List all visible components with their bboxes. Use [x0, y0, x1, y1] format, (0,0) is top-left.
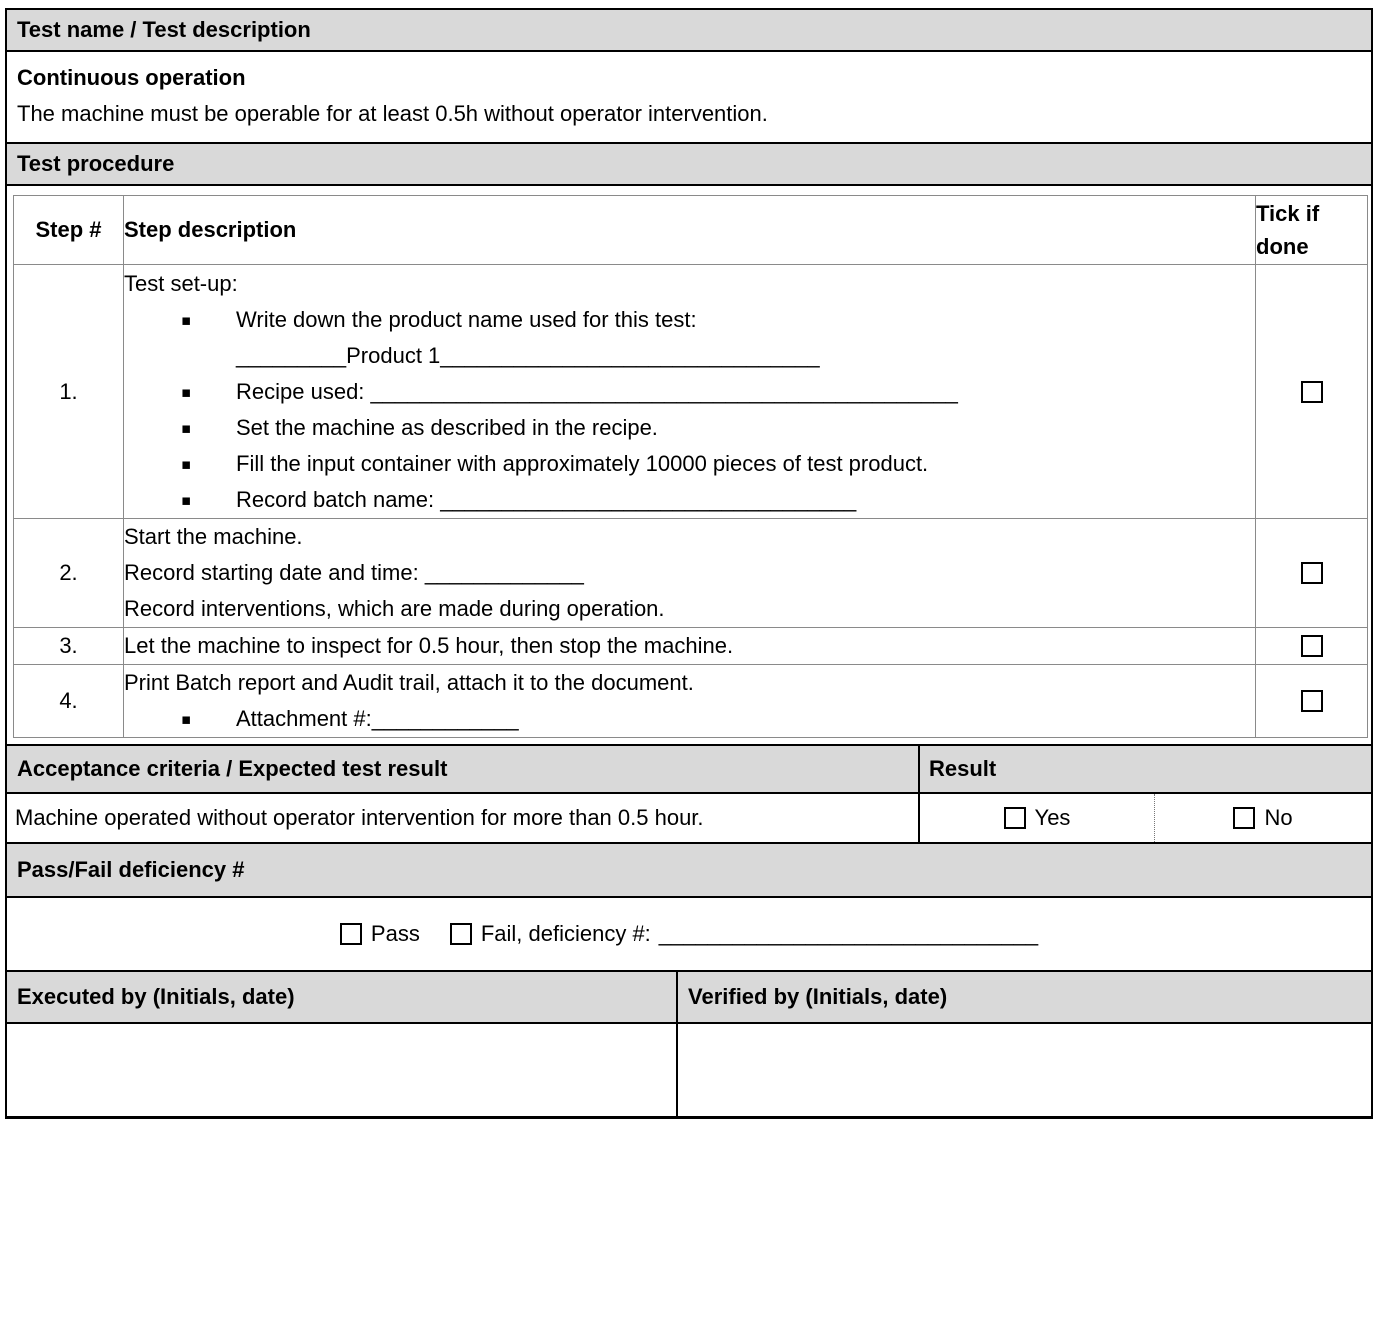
pass-label: Pass	[370, 921, 420, 946]
step-line: Print Batch report and Audit trail, attach it to the document.	[124, 670, 694, 695]
step-row-2	[14, 519, 1368, 628]
column-header-step-description: Step description	[124, 196, 1256, 265]
recipe-used-field[interactable]: Recipe used: ________________________________________________	[236, 379, 958, 404]
step-bullet-line	[181, 446, 1255, 482]
step-bullet-line	[181, 482, 1255, 518]
test-name-header-label: Test name / Test description	[17, 17, 311, 42]
pass-fail-header-label: Pass/Fail deficiency #	[17, 857, 245, 882]
step-bullet-line	[181, 410, 1255, 446]
pass-fail-section-header	[7, 844, 1371, 898]
column-header-step-number: Step #	[14, 196, 124, 265]
step-number: 2.	[14, 519, 124, 628]
result-header-label: Result	[929, 756, 997, 781]
pass-fail-row	[7, 898, 1371, 972]
verified-by-field[interactable]	[678, 1024, 1371, 1116]
tick-checkbox-step-1[interactable]	[1301, 381, 1323, 403]
test-name-section-header	[7, 10, 1371, 52]
product-name-field[interactable]: Product 1	[346, 343, 441, 368]
fail-deficiency-field[interactable]: _______________________________	[658, 921, 1039, 946]
test-description-section	[7, 52, 1371, 144]
step-bullet-line	[181, 701, 1255, 737]
blank-underscores: _______________________________	[440, 343, 820, 368]
step-row-4	[14, 665, 1368, 738]
bullet-icon: ▪	[181, 311, 192, 329]
step-line: Let the machine to inspect for 0.5 hour, then stop the machine.	[124, 633, 734, 658]
result-no-checkbox[interactable]	[1233, 807, 1255, 829]
product-name-line	[236, 338, 1255, 374]
test-name: Continuous operation	[17, 65, 246, 90]
column-header-tick-if-done: Tick if done	[1256, 196, 1368, 265]
step-line: Record interventions, which are made during operation.	[124, 596, 665, 621]
acceptance-criteria-text: Machine operated without operator intervention for more than 0.5 hour.	[15, 805, 704, 830]
result-yes-label: Yes	[1034, 805, 1071, 830]
step-line: Test set-up:	[124, 271, 238, 296]
acceptance-criteria-value-row	[7, 794, 1371, 844]
step-line: Start the machine.	[124, 524, 303, 549]
bullet-icon: ▪	[181, 383, 192, 401]
test-procedure-section-header	[7, 144, 1371, 186]
step-number: 4.	[14, 665, 124, 738]
step-bullet-line	[181, 302, 1255, 338]
attachment-number-field[interactable]: Attachment #:____________	[236, 706, 519, 731]
batch-name-field[interactable]: Record batch name: __________________________________	[236, 487, 857, 512]
step-number: 1.	[14, 265, 124, 519]
test-procedure-header-label: Test procedure	[17, 151, 175, 176]
procedure-table	[13, 195, 1368, 738]
executed-by-header-label: Executed by (Initials, date)	[17, 984, 295, 1009]
procedure-table-header-row	[14, 196, 1368, 265]
signoff-header-row	[7, 972, 1371, 1024]
result-yes-checkbox[interactable]	[1004, 807, 1026, 829]
step-line-text: Set the machine as described in the recipe.	[236, 415, 658, 440]
fail-checkbox[interactable]	[450, 923, 472, 945]
tick-checkbox-step-3[interactable]	[1301, 635, 1323, 657]
start-datetime-field[interactable]: Record starting date and time: _____________	[124, 560, 584, 585]
bullet-icon: ▪	[181, 455, 192, 473]
step-row-1	[14, 265, 1368, 519]
step-bullet-line	[181, 374, 1255, 410]
bullet-icon: ▪	[181, 710, 192, 728]
bullet-icon: ▪	[181, 419, 192, 437]
test-description: The machine must be operable for at least 0.5h without operator intervention.	[17, 101, 768, 126]
step-number: 3.	[14, 628, 124, 665]
step-line-text: Write down the product name used for this test:	[236, 307, 697, 332]
blank-underscores: _________	[236, 343, 347, 368]
verified-by-header-label: Verified by (Initials, date)	[688, 984, 948, 1009]
tick-checkbox-step-2[interactable]	[1301, 562, 1323, 584]
executed-by-field[interactable]	[7, 1024, 678, 1116]
tick-checkbox-step-4[interactable]	[1301, 690, 1323, 712]
acceptance-criteria-header-row	[7, 746, 1371, 794]
signoff-value-row	[7, 1024, 1371, 1116]
result-no-label: No	[1264, 805, 1293, 830]
step-row-3	[14, 628, 1368, 665]
test-protocol-form	[5, 8, 1373, 1119]
pass-checkbox[interactable]	[340, 923, 362, 945]
acceptance-criteria-header-label: Acceptance criteria / Expected test result	[17, 756, 448, 781]
step-line-text: Fill the input container with approximately 10000 pieces of test product.	[236, 451, 929, 476]
fail-label: Fail, deficiency #:	[480, 921, 651, 946]
test-procedure-section	[7, 186, 1371, 746]
bullet-icon: ▪	[181, 491, 192, 509]
